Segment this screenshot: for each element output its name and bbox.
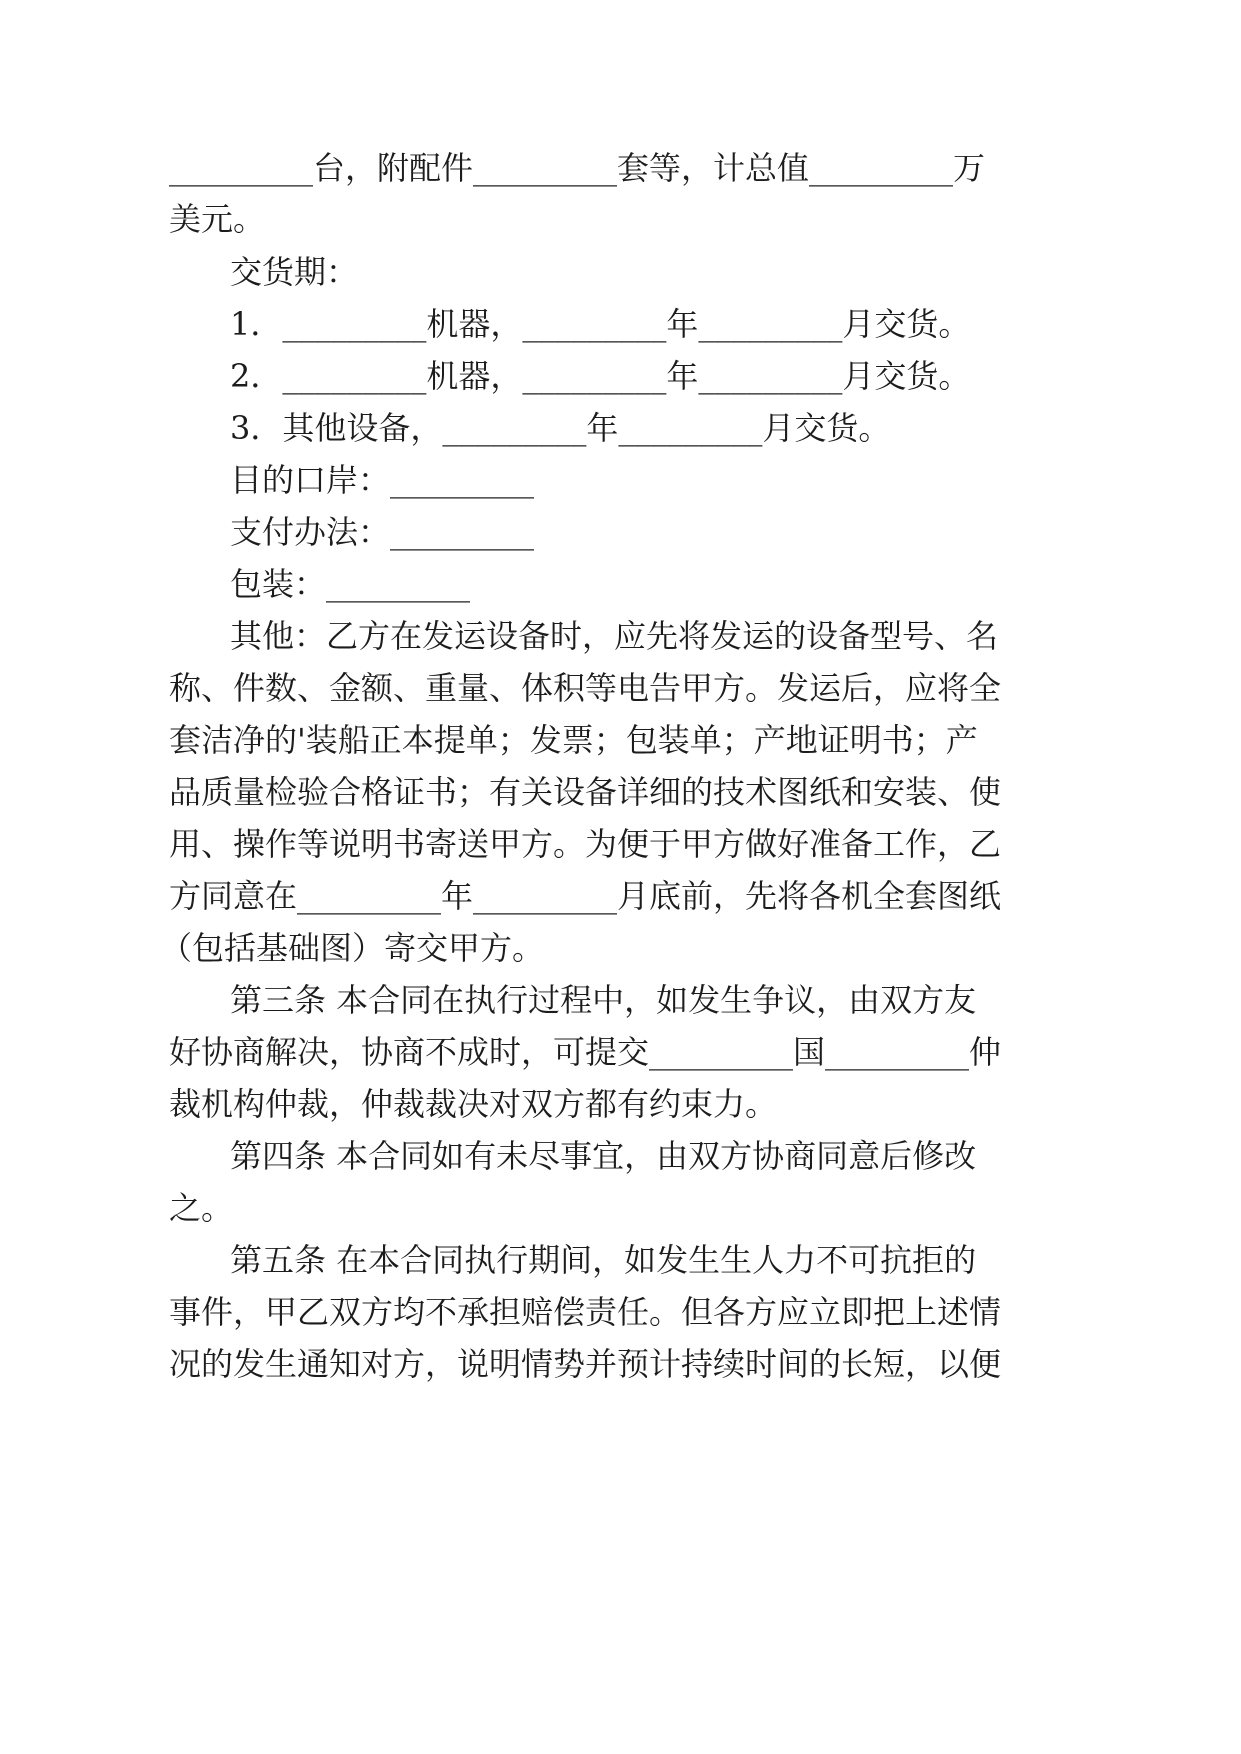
text-line: 裁机构仲裁，仲裁裁决对双方都有约束力。 bbox=[169, 1085, 778, 1123]
text-line: 1．_________机器，_________年_________月交货。 bbox=[230, 305, 971, 343]
text-line: 用、操作等说明书寄送甲方。为便于甲方做好准备工作，乙 bbox=[169, 825, 1002, 863]
text-line: 交货期： bbox=[230, 253, 359, 291]
text-line: 套洁净的'装船正本提单；发票；包装单；产地证明书；产 bbox=[169, 721, 978, 759]
text-line: 称、件数、金额、重量、体积等电告甲方。发运后，应将全 bbox=[169, 669, 1002, 707]
text-line: 包装：_________ bbox=[230, 565, 471, 603]
text-line: 第五条 在本合同执行期间，如发生生人力不可抗拒的 bbox=[230, 1241, 977, 1279]
text-line: 3．其他设备，_________年_________月交货。 bbox=[230, 409, 891, 447]
text-line: 事件，甲乙双方均不承担赔偿责任。但各方应立即把上述情 bbox=[169, 1293, 1002, 1331]
text-line: 况的发生通知对方，说明情势并预计持续时间的长短，以便 bbox=[169, 1345, 1002, 1383]
text-line: 第四条 本合同如有未尽事宜，由双方协商同意后修改 bbox=[230, 1137, 977, 1175]
text-line: 方同意在_________年_________月底前，先将各机全套图纸 bbox=[169, 877, 1002, 915]
text-line: 之。 bbox=[169, 1189, 234, 1227]
text-line: 其他：乙方在发运设备时，应先将发运的设备型号、名 bbox=[230, 617, 999, 655]
text-line: 品质量检验合格证书；有关设备详细的技术图纸和安装、使 bbox=[169, 773, 1002, 811]
text-line: 好协商解决，协商不成时，可提交_________国_________仲 bbox=[169, 1033, 1002, 1071]
text-line: 支付办法：_________ bbox=[230, 513, 535, 551]
text-line: _________台，附配件_________套等，计总值_________万 bbox=[169, 149, 986, 187]
text-line: 2．_________机器，_________年_________月交货。 bbox=[230, 357, 971, 395]
text-line: 美元。 bbox=[169, 200, 266, 238]
text-line: 目的口岸：_________ bbox=[230, 461, 535, 499]
text-line: 第三条 本合同在执行过程中，如发生争议，由双方友 bbox=[230, 981, 977, 1019]
text-line: （包括基础图）寄交甲方。 bbox=[160, 929, 545, 967]
